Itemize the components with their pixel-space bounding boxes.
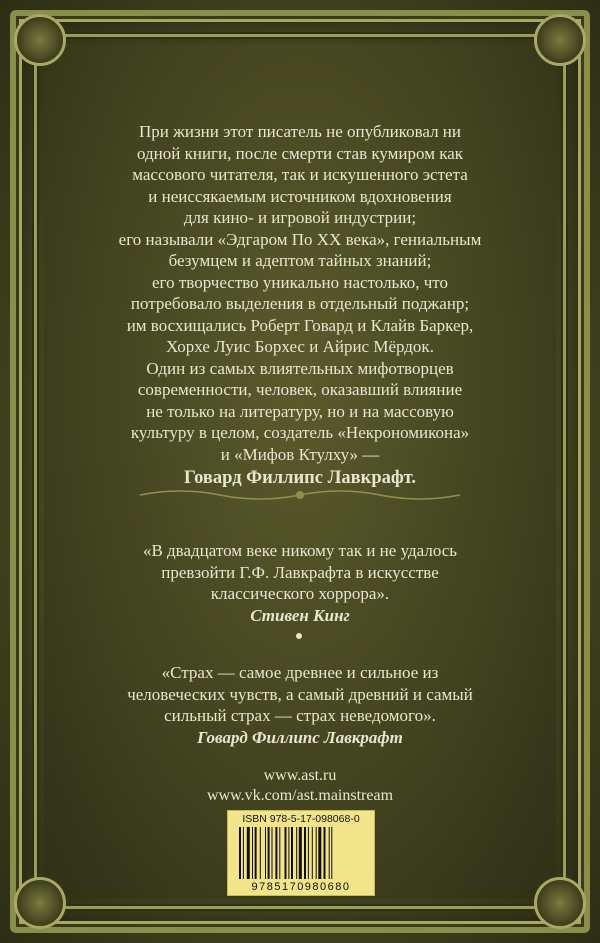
bio-line: культуру в целом, создатель «Некрономикона»: [130, 423, 470, 442]
publisher-links: [80, 766, 520, 806]
isbn-text: ISBN 978-5-17-098068-0: [242, 813, 360, 825]
quote-lovecraft: [80, 662, 520, 748]
bio-line: потребовало выделения в отдельный поджанр;: [130, 294, 470, 313]
quote-line: человеческих чувств, а самый древний и самый: [127, 684, 473, 704]
bio-line: массового читателя, так и искушенного эстета: [132, 165, 468, 184]
quote-line: «В двадцатом веке никому так и не удалось: [142, 541, 458, 560]
bio-line: не только на литературу, но и на массовую: [146, 401, 454, 421]
site-url[interactable]: www.ast.ru: [263, 767, 337, 784]
quote-king: [80, 540, 520, 626]
bio-line: одной книги, после смерти став кумиром как: [136, 143, 464, 163]
bio-line: им восхищались Роберт Говард и Клайв Баркер,: [126, 315, 474, 335]
corner-ornament-icon: [534, 877, 586, 929]
bio-line: и неиссякаемым источником вдохновения: [148, 186, 452, 206]
corner-ornament-icon: [14, 14, 66, 66]
barcode-icon: [238, 827, 364, 879]
quote-line: сильный страх — страх неведомого».: [164, 706, 436, 725]
bio-line: Хорхе Луис Борхес и Айрис Мёрдок.: [166, 337, 434, 356]
bio-author-name: Говард Филлипс Лавкрафт.: [183, 468, 416, 488]
corner-ornament-icon: [534, 14, 586, 66]
quote-author: Стивен Кинг: [250, 605, 350, 625]
divider-ornament-icon: [140, 487, 460, 503]
quote-line: «Страх — самое древнее и сильное из: [161, 663, 439, 682]
quote-author: Говард Филлипс Лавкрафт: [197, 727, 403, 747]
bio-line: Один из самых влиятельных мифотворцев: [146, 358, 454, 378]
vk-url[interactable]: www.vk.com/ast.mainstream: [206, 787, 394, 804]
quote-line: превзойти Г.Ф. Лавкрафта в искусстве: [161, 562, 439, 582]
quote-line: классического хоррора».: [210, 584, 390, 603]
bio-line: его творчество уникально настолько, что: [152, 272, 448, 292]
barcode-digits: 9785170980680: [251, 881, 351, 893]
bio-line: его называли «Эдгаром По XX века», гениальным: [118, 229, 482, 249]
bio-line: безумцем и адептом тайных знаний;: [168, 251, 432, 270]
barcode-label: [227, 810, 375, 896]
bio-line: для кино- и игровой индустрии;: [183, 208, 417, 227]
bio-line: современности, человек, оказавший влияние: [137, 380, 463, 399]
bullet-dot-icon: [296, 633, 302, 639]
author-biography: [80, 121, 520, 490]
corner-ornament-icon: [14, 877, 66, 929]
bio-line: При жизни этот писатель не опубликовал ни: [139, 122, 461, 141]
bio-line: и «Мифов Ктулху» —: [220, 444, 380, 464]
